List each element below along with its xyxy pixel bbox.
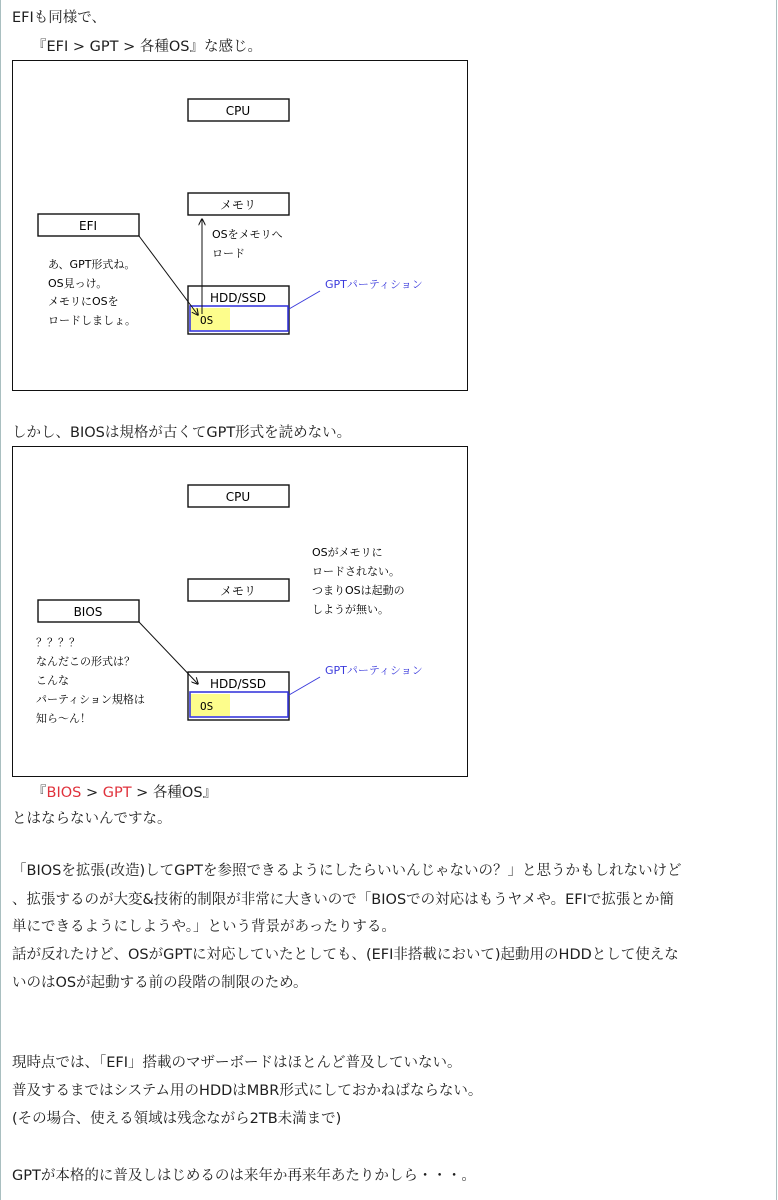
memory-label: メモリ [219,584,257,598]
os-label: OS [200,314,214,327]
formula-rest: > 各種OS』 [131,785,218,801]
bios-gpt-statement: しかし、BIOSは規格が古くてGPT形式を読めない。 [12,425,352,441]
bios-speech-line-1: ？？？？ [36,636,80,649]
bios-note-line-1: OSがメモリに [312,546,383,559]
paragraph-2-line-1: 現時点では、「EFI」搭載のマザーボードはほとんど普及していない。 [12,1055,462,1071]
intro-line-1: EFIも同様で、 [12,10,106,26]
paragraph-2-line-2: 普及するまではシステム用のHDDはMBR形式にしておかねばならない。 [12,1083,483,1099]
load-note-line-1: OSをメモリへ [212,228,283,241]
paragraph-1-line-5: いのはOSが起動する前の段階の制限のため。 [12,975,308,991]
cpu-label: CPU [225,104,251,118]
paragraph-2-line-3: (その場合、使える領域は残念ながら2TB未満まで) [12,1111,342,1127]
hdd-label: HDD/SSD [209,677,267,691]
bios-speech-line-4: パーティション規格は [36,693,145,706]
efi-speech-line-2: OS見っけ。 [48,277,108,290]
bios-label: BIOS [73,605,103,619]
intro-line-2: 『EFI > GPT > 各種OS』な感じ。 [32,39,262,55]
efi-speech-line-4: ロードしましょ。 [48,314,136,327]
content-frame-right-border [776,0,777,1200]
paragraph-1-line-2: 、拡張するのが大変&技術的制限が非常に大きいので「BIOSでの対応はもうヤメや。EFIで拡張とか簡 [12,892,674,908]
bios-speech-line-3: こんな [36,674,69,687]
load-note-line-2: ロード [212,247,245,260]
hdd-label: HDD/SSD [209,291,267,305]
partition-label: GPTパーティション [325,278,423,291]
efi-boot-diagram [12,60,468,391]
paragraph-1-line-3: 単にできるようにしようや。」という背景があったりする。 [12,919,396,935]
partition-label: GPTパーティション [325,664,423,677]
memory-label: メモリ [219,198,257,212]
paragraph-1-line-1: 「BIOSを拡張(改造)してGPTを参照できるようにしたらいいんじゃないの？」と思うかもしれないけど [12,863,682,879]
bios-note-line-3: つまりOSは起動の [312,584,405,597]
closing-line: GPTが本格的に普及しはじめるのは来年か再来年あたりかしら・・・。 [12,1168,476,1184]
os-label: OS [200,700,214,713]
content-frame-left-border [0,0,1,1200]
formula-gpt: GPT [102,785,132,801]
formula-open-bracket: 『 [32,785,47,801]
conclusion-line: とはならないんですな。 [12,811,172,827]
bios-speech-line-5: 知ら～ん！ [36,712,91,725]
bios-boot-diagram [12,446,468,777]
formula-separator: > [81,785,103,801]
boot-chain-formula [32,783,217,803]
bios-note-line-2: ロードされない。 [312,565,400,578]
bios-speech-line-2: なんだこの形式は？ [36,655,135,668]
cpu-label: CPU [225,490,251,504]
bios-note-line-4: しようが無い。 [312,603,389,616]
efi-speech-line-3: メモリにOSを [48,295,119,308]
efi-speech-line-1: あ、GPT形式ね。 [48,258,136,271]
efi-label: EFI [78,219,98,233]
formula-bios: BIOS [46,785,82,801]
paragraph-1-line-4: 話が反れたけど、OSがGPTに対応していたとしても、(EFI非搭載において)起動用のHDDとして使えな [12,947,679,963]
